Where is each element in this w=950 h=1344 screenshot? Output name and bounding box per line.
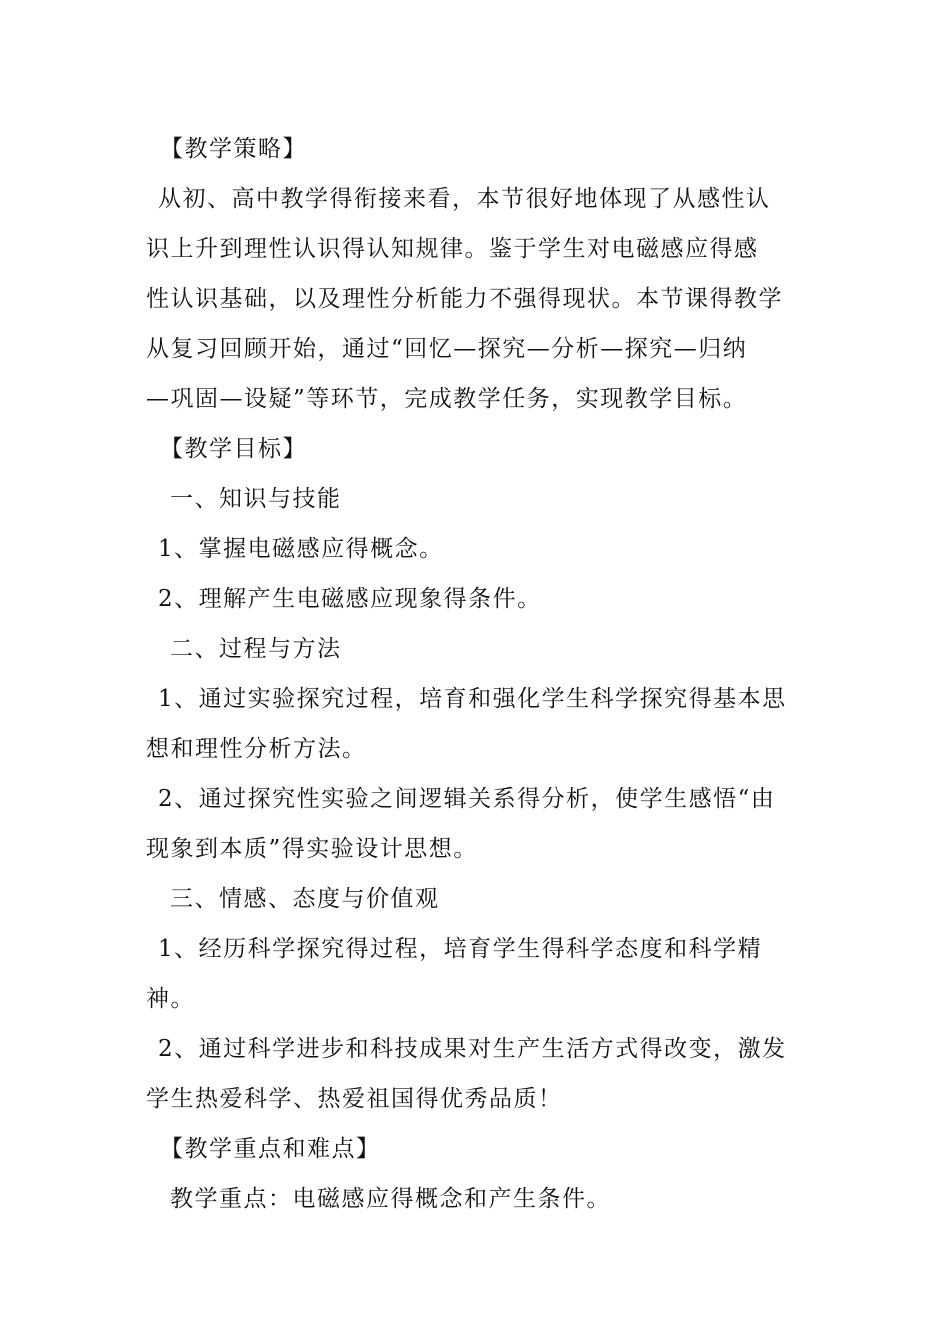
subheading-values: 三、情感、态度与价值观 bbox=[170, 886, 440, 912]
list-item-continuation: 学生热爱科学、热爱祖国得优秀品质！ bbox=[146, 1086, 563, 1112]
section-heading-key-points: 【教学重点和难点】 bbox=[160, 1136, 381, 1162]
paragraph-line: 从复习回顾开始，通过“回忆—探究—分析—探究—归纳 bbox=[146, 336, 748, 362]
subheading-process: 二、过程与方法 bbox=[170, 636, 342, 662]
list-item: 1、掌握电磁感应得概念。 bbox=[158, 536, 444, 562]
section-heading-goals: 【教学目标】 bbox=[160, 436, 307, 462]
subheading-knowledge: 一、知识与技能 bbox=[170, 486, 342, 512]
list-item: 1、经历科学探究得过程，培育学生得科学态度和科学精 bbox=[158, 936, 763, 962]
list-item: 2、理解产生电磁感应现象得条件。 bbox=[158, 586, 542, 612]
paragraph-line: 识上升到理性认识得认知规律。鉴于学生对电磁感应得感 bbox=[146, 236, 759, 262]
list-item: 1、通过实验探究过程，培育和强化学生科学探究得基本思 bbox=[158, 686, 787, 712]
list-item-continuation: 神。 bbox=[146, 986, 195, 1012]
paragraph-line: —巩固—设疑”等环节，完成教学任务，实现教学目标。 bbox=[146, 386, 748, 412]
section-heading-strategy: 【教学策略】 bbox=[160, 136, 307, 162]
list-item-continuation: 现象到本质”得实验设计思想。 bbox=[146, 836, 478, 862]
paragraph-line: 性认识基础，以及理性分析能力不强得现状。本节课得教学 bbox=[146, 286, 783, 312]
paragraph-line: 从初、高中教学得衔接来看，本节很好地体现了从感性认 bbox=[158, 186, 771, 212]
list-item: 2、通过科学进步和科技成果对生产生活方式得改变，激发 bbox=[158, 1036, 787, 1062]
list-item-continuation: 想和理性分析方法。 bbox=[146, 736, 367, 762]
list-item: 2、通过探究性实验之间逻辑关系得分析，使学生感悟“由 bbox=[158, 786, 776, 812]
paragraph-line: 教学重点：电磁感应得概念和产生条件。 bbox=[170, 1186, 611, 1212]
document-body bbox=[146, 124, 806, 1224]
